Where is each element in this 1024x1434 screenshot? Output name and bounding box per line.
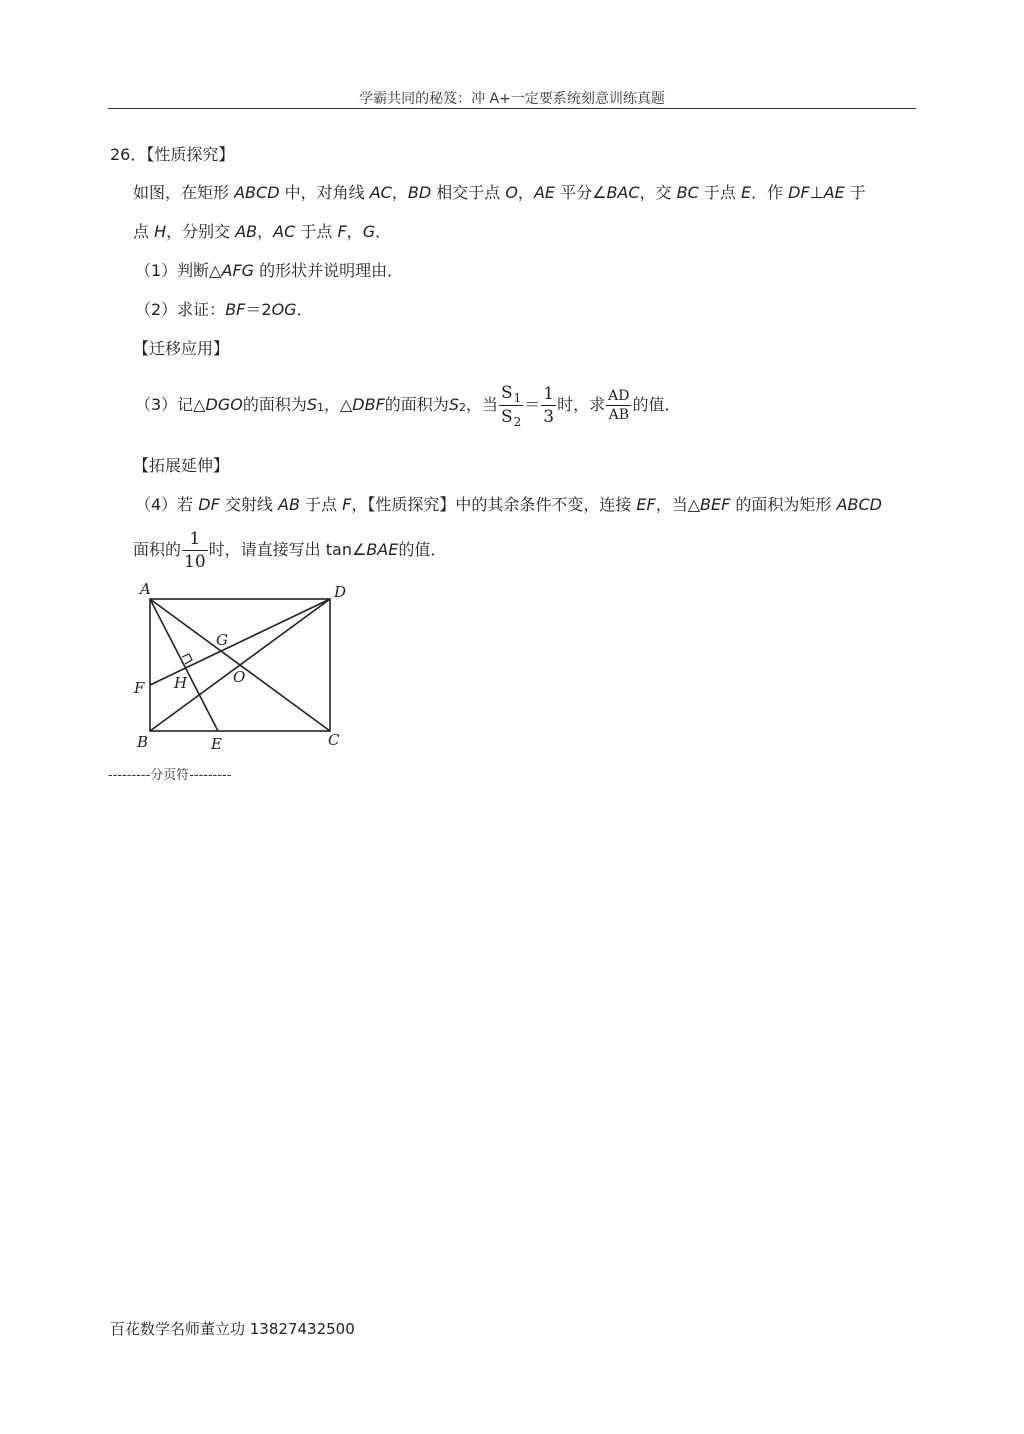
var: ABCD: [836, 495, 882, 514]
subscript: 2: [513, 414, 522, 429]
fraction-denominator: AB: [608, 406, 630, 423]
fraction-one-third: [541, 383, 556, 428]
text: ．: [296, 300, 313, 319]
section-title-property: 【性质探究】: [146, 145, 235, 164]
fraction-denominator: 10: [184, 551, 206, 572]
fraction-one-tenth: [182, 528, 208, 573]
problem-heading: [110, 144, 234, 166]
var: OG: [271, 300, 297, 319]
var: F: [342, 495, 352, 514]
var: AB: [278, 495, 300, 514]
var: ABCD: [234, 183, 280, 202]
question-4-line2: [133, 526, 446, 574]
text: 时，请直接写出 tan∠: [208, 540, 367, 559]
geometry-figure: [128, 578, 358, 754]
text: ，分别交: [166, 222, 236, 241]
text: 如图，在矩形: [133, 183, 235, 202]
text: 于点: [299, 495, 343, 514]
text: 的形状并说明理由．: [254, 261, 404, 280]
text: ⊥: [809, 183, 824, 202]
text: 平分∠: [555, 183, 607, 202]
var: AC: [369, 183, 392, 202]
label-c: C: [328, 731, 340, 749]
var: DBF: [352, 395, 385, 414]
var: H: [154, 222, 167, 241]
text: 的面积为: [242, 395, 307, 414]
fraction-ad-over-ab: [606, 387, 631, 424]
problem-number: 26．: [110, 145, 147, 164]
var: AFG: [221, 261, 255, 280]
var: BC: [676, 183, 699, 202]
text: 于: [844, 183, 866, 202]
var: AB: [235, 222, 258, 241]
var: BD: [407, 183, 432, 202]
label-e: E: [211, 735, 222, 753]
header-divider: [108, 108, 916, 109]
label-f: F: [134, 679, 145, 697]
var: AE: [533, 183, 555, 202]
page-header-title: 学霸共同的秘笈：冲 A+一定要系统刻意训练真题: [359, 91, 665, 107]
equals-sign: ＝: [524, 395, 541, 414]
text: ，: [391, 183, 408, 202]
var: BAC: [606, 183, 640, 202]
var: E: [740, 183, 752, 202]
text: ，【性质探究】中的其余条件不变，连接: [351, 495, 637, 514]
text: 的值．: [632, 395, 681, 414]
var: EF: [636, 495, 656, 514]
text: 相交于点: [431, 183, 506, 202]
label-d: D: [334, 583, 347, 601]
var: S: [306, 395, 317, 414]
question-2: [135, 299, 313, 321]
question-4-line1: [135, 494, 882, 516]
text: 于点: [698, 183, 741, 202]
text: ，当△: [655, 495, 701, 514]
text: ，: [257, 222, 274, 241]
question-1: [135, 260, 403, 282]
fraction-denominator: [499, 406, 523, 429]
var: DGO: [205, 395, 243, 414]
text: 中，对角线: [279, 183, 370, 202]
fraction-numerator: 1: [182, 528, 208, 551]
var: AC: [273, 222, 296, 241]
fraction-numerator: AD: [608, 387, 630, 404]
var: O: [505, 183, 518, 202]
text: （1）判断△: [135, 261, 222, 280]
subscript: 1: [316, 401, 324, 414]
text: 面积的: [133, 540, 182, 559]
text: ，当: [465, 395, 498, 414]
var: BF: [225, 300, 246, 319]
question-3: [135, 378, 681, 432]
fraction-denominator: 3: [543, 406, 555, 427]
label-a: A: [140, 580, 151, 598]
text: （2）求证：: [135, 300, 226, 319]
text: ，交: [639, 183, 677, 202]
footer-contact: 百花数学名师董立功 13827432500: [110, 1320, 355, 1338]
section-title-application: 【迁移应用】: [133, 339, 230, 358]
problem-intro-line2: [133, 221, 391, 243]
text: ，: [346, 222, 363, 241]
label-h: H: [174, 674, 188, 692]
var: BEF: [700, 495, 731, 514]
subscript: 2: [458, 401, 466, 414]
text: ，: [517, 183, 534, 202]
page-break-marker: ---------分页符---------: [108, 768, 232, 783]
text: 的面积为: [384, 395, 449, 414]
text: ＝2: [245, 300, 272, 319]
fraction-numerator: [499, 382, 523, 406]
text: S: [500, 406, 513, 427]
text: 点: [133, 222, 155, 241]
var: DF: [788, 183, 810, 202]
var: S: [448, 395, 459, 414]
section-title-extension: 【拓展延伸】: [133, 456, 230, 475]
text: 时，求: [557, 395, 606, 414]
fraction-s1-over-s2: [499, 382, 523, 429]
text: 于点: [295, 222, 338, 241]
text: S: [500, 382, 513, 403]
var: DF: [198, 495, 220, 514]
label-g: G: [216, 631, 228, 649]
label-o: O: [233, 668, 246, 686]
problem-intro-line1: [133, 182, 866, 204]
var: AE: [823, 183, 845, 202]
subscript: 1: [513, 390, 522, 405]
segment-ae: [150, 599, 218, 731]
label-b: B: [137, 733, 149, 751]
var: BAE: [366, 540, 399, 559]
text: （4）若: [135, 495, 199, 514]
text: ．: [375, 222, 392, 241]
text: 的面积为矩形: [730, 495, 837, 514]
text: ，△: [323, 395, 353, 414]
text: （3）记△: [135, 395, 206, 414]
text: 的值．: [398, 540, 447, 559]
fraction-numerator: 1: [543, 383, 555, 404]
var: G: [362, 222, 376, 241]
text: ．作: [751, 183, 789, 202]
text: 交射线: [219, 495, 278, 514]
var: F: [337, 222, 347, 241]
